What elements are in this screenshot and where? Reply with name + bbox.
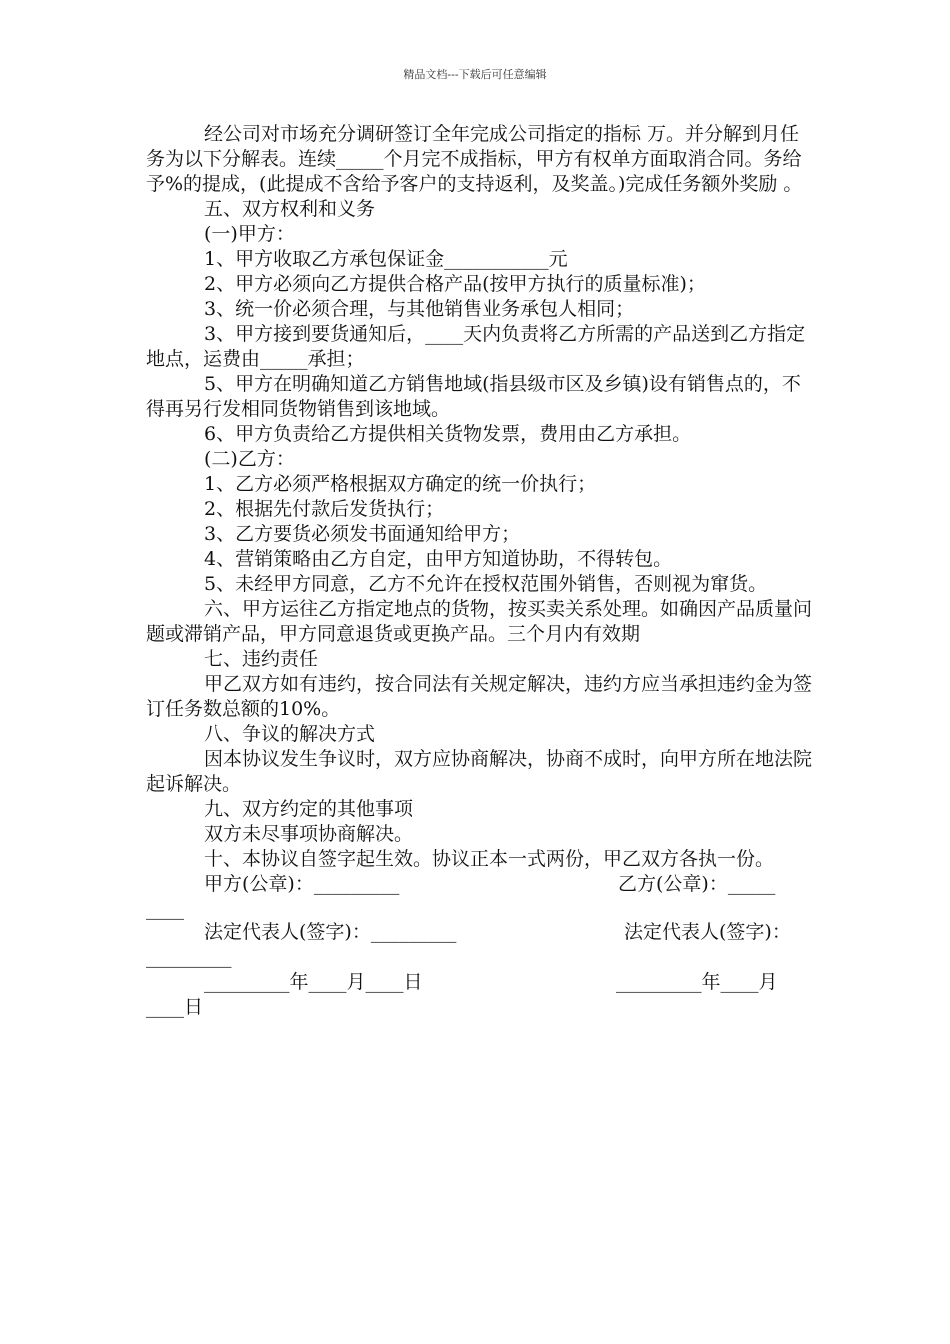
party-a-date: _________年____月____日 [204, 971, 423, 993]
clause-a-6: 6、甲方负责给乙方提供相关货物发票，费用由乙方承担。 [204, 423, 692, 445]
subheading-party-a: (一)甲方： [204, 223, 295, 245]
section-heading-rights: 五、双方权利和义务 [204, 198, 376, 220]
clause-b-4: 4、营销策略由乙方自定，由甲方知道协助，不得转包。 [204, 548, 673, 570]
section-heading-liability: 七、违约责任 [204, 648, 319, 670]
clause-a-4: 3、甲方接到要货通知后，____天内负责将乙方所需的产品送到乙方指定地点，运费由_____承担； [146, 323, 806, 370]
party-b-seal: 乙方(公章)：_____ [618, 873, 776, 895]
clause-b-2: 2、根据先付款后发货执行； [204, 498, 445, 520]
signature-row-seal [146, 872, 812, 897]
contract-body [146, 122, 812, 1020]
paragraph-dispute: 因本协议发生争议时，双方应协商解决，协商不成时，向甲方所在地法院起诉解决。 [146, 748, 813, 795]
clause-a-1: 1、甲方收取乙方承包保证金___________元 [204, 248, 568, 270]
party-b-date-wrap: ____日 [146, 996, 204, 1018]
paragraph-other: 双方未尽事项协商解决。 [204, 823, 414, 845]
signature-row-representative [146, 920, 812, 945]
party-b-representative-wrap: _________ [146, 946, 232, 968]
clause-a-5: 5、甲方在明确知道乙方销售地域(指县级市区及乡镇)设有销售点的，不得再另行发相同货物销售到该地域。 [146, 373, 801, 420]
clause-a-3: 3、统一价必须合理，与其他销售业务承包人相同； [204, 298, 635, 320]
section-heading-dispute: 八、争议的解决方式 [204, 723, 376, 745]
subheading-party-b: (二)乙方： [204, 448, 295, 470]
section-effective: 十、本协议自签字起生效。协议正本一式两份，甲乙双方各执一份。 [204, 848, 775, 870]
paragraph-targets: 经公司对市场充分调研签订全年完成公司指定的指标 万。并分解到月任务为以下分解表。连续_____个月完不成指标，甲方有权单方面取消合同。务给予%的提成，(此提成不含给予客户的支持返利，及奖盖。)完成任务额外奖励 。 [146, 123, 803, 195]
party-a-representative: 法定代表人(签字)：_________ [204, 921, 457, 943]
party-b-seal-wrap: ____ [146, 898, 184, 920]
paragraph-liability: 甲乙双方如有违约，按合同法有关规定解决，违约方应当承担违约金为签订任务数总额的10%。 [146, 673, 813, 720]
party-b-date: _________年____月 [616, 971, 778, 993]
signature-row-date [146, 970, 812, 995]
clause-a-2: 2、甲方必须向乙方提供合格产品(按甲方执行的质量标准)； [204, 273, 706, 295]
clause-b-1: 1、乙方必须严格根据双方确定的统一价执行； [204, 473, 597, 495]
section-delivery: 六、甲方运往乙方指定地点的货物，按买卖关系处理。如确因产品质量问题或滞销产品，甲方同意退货或更换产品。三个月内有效期 [146, 598, 813, 645]
party-a-seal: 甲方(公章)：_________ [204, 873, 400, 895]
clause-b-5: 5、未经甲方同意，乙方不允许在授权范围外销售，否则视为窜货。 [204, 573, 768, 595]
section-heading-other: 九、双方约定的其他事项 [204, 798, 414, 820]
page-header: 精品文档---下载后可任意编辑 [403, 68, 547, 81]
clause-b-3: 3、乙方要货必须发书面通知给甲方； [204, 523, 521, 545]
party-b-representative: 法定代表人(签字)： [624, 921, 791, 943]
